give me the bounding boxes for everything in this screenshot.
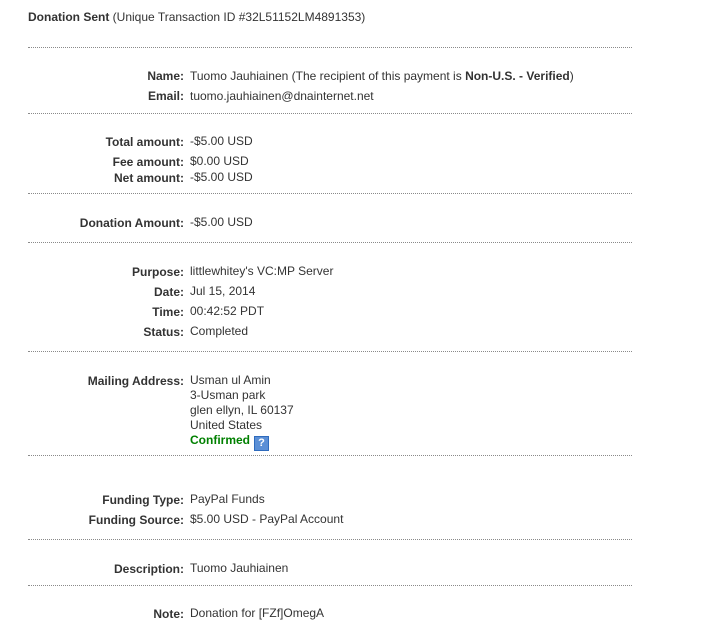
net-amount-value: -$5.00 USD [190, 170, 253, 184]
funding-source-label: Funding Source: [88, 513, 184, 527]
divider [28, 113, 632, 114]
note-label: Note: [153, 607, 184, 621]
time-value: 00:42:52 PDT [190, 304, 265, 318]
mailing-address-label: Mailing Address: [87, 374, 184, 388]
recipient-note-suffix: ) [569, 69, 574, 83]
funding-type-value: PayPal Funds [190, 492, 265, 506]
address-line: glen ellyn, IL 60137 [190, 403, 294, 417]
recipient-note-prefix: (The recipient of this payment is [291, 69, 462, 83]
description-label: Description: [113, 562, 184, 576]
confirmed-status: Confirmed [190, 433, 250, 447]
page-title: Donation Sent [28, 10, 110, 24]
total-amount-value: -$5.00 USD [190, 134, 253, 148]
transaction-id: (Unique Transaction ID #32L51152LM4891353) [112, 10, 366, 24]
question-mark-icon[interactable]: ? [254, 436, 269, 451]
address-line: Usman ul Amin [190, 373, 271, 387]
transaction-header [28, 10, 365, 24]
date-label: Date: [153, 285, 184, 299]
address-line: 3-Usman park [190, 388, 266, 402]
status-value: Completed [190, 324, 249, 338]
fee-amount-label: Fee amount: [112, 155, 184, 169]
name-value [190, 69, 574, 83]
divider [28, 242, 632, 243]
funding-source-value: $5.00 USD - PayPal Account [190, 512, 344, 526]
address-line: United States [190, 418, 263, 432]
divider [28, 193, 632, 194]
fee-amount-value: $0.00 USD [190, 154, 249, 168]
date-value: Jul 15, 2014 [190, 284, 256, 298]
purpose-value: littlewhitey's VC:MP Server [190, 264, 334, 278]
note-value: Donation for [FZf]OmegA [190, 606, 325, 620]
description-value: Tuomo Jauhiainen [190, 561, 289, 575]
name-label: Name: [147, 69, 184, 83]
total-amount-label: Total amount: [105, 135, 184, 149]
donation-amount-label: Donation Amount: [79, 216, 184, 230]
purpose-label: Purpose: [131, 265, 184, 279]
address-confirmed [190, 433, 269, 451]
email-value: tuomo.jauhiainen@dnainternet.net [190, 89, 374, 103]
divider [28, 585, 632, 586]
time-label: Time: [152, 305, 184, 319]
funding-type-label: Funding Type: [102, 493, 184, 507]
divider [28, 47, 632, 48]
recipient-status: Non-U.S. - Verified [465, 69, 570, 83]
recipient-name: Tuomo Jauhiainen [190, 69, 289, 83]
status-label: Status: [143, 325, 184, 339]
net-amount-label: Net amount: [114, 171, 184, 185]
donation-amount-value: -$5.00 USD [190, 215, 253, 229]
divider [28, 351, 632, 352]
divider [28, 455, 632, 456]
email-label: Email: [147, 89, 184, 103]
divider [28, 539, 632, 540]
